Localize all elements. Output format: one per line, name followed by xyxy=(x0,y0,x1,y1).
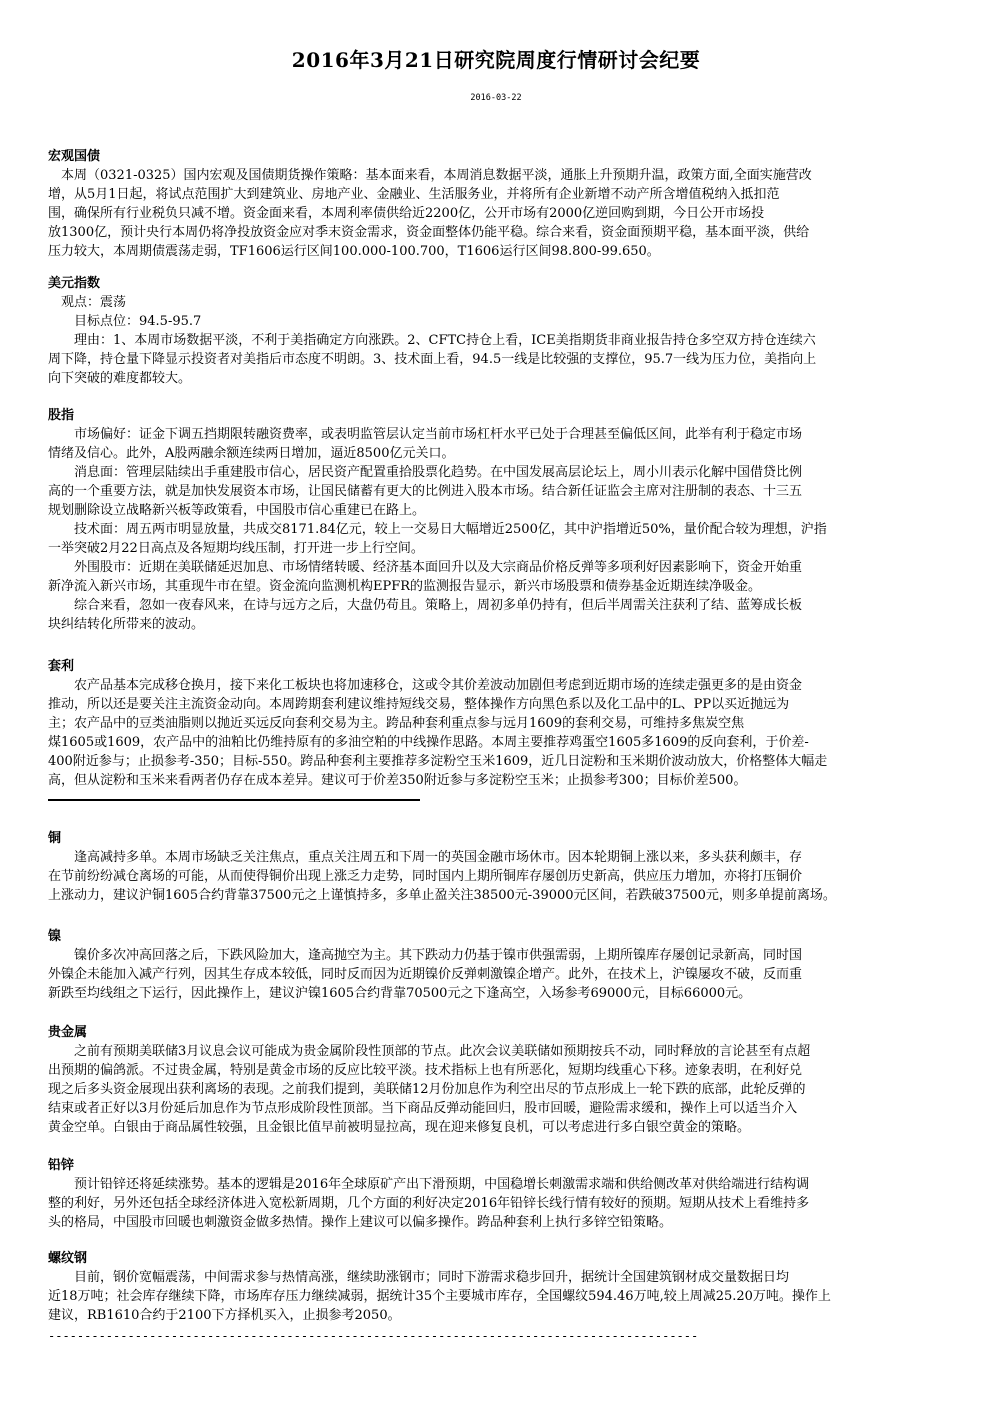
paragraph-line: 目标点位：94.5-95.7 xyxy=(48,314,202,329)
paragraph-line: 在节前纷纷减仓离场的可能，从而使得铜价出现上涨乏力走势，同时国内上期所铜库存屡创历史新高，供应压力增加，亦将打压铜价 xyxy=(48,869,803,884)
section-lead-zinc xyxy=(48,1157,946,1232)
document-date: 2016-03-22 xyxy=(470,93,522,103)
paragraph-line: 一举突破2月22日高点及各短期均线压制，打开进一步上行空间。 xyxy=(48,541,424,556)
paragraph-line: 预计铅锌还将延续涨势。基本的逻辑是2016年全球原矿产出下滑预期，中国稳增长刺激需求端和供给侧改革对供给端进行结构调 xyxy=(48,1177,810,1192)
section-heading: 螺纹钢 xyxy=(48,1251,88,1266)
paragraph-line: 推动，所以还是要关注主流资金动向。本周跨期套利建议维持短线交易，整体操作方向黑色系以及化工品中的L、PP以买近抛远为 xyxy=(48,697,790,712)
paragraph-line: 压力较大，本周期债震荡走弱，TF1606运行区间100.000-100.700，T1606运行区间98.800-99.650。 xyxy=(48,244,660,259)
paragraph-line: 主；农产品中的豆类油脂则以抛近买远反向套利交易为主。跨品种套利重点参与远月1609的套利交易，可维持多焦炭空焦 xyxy=(48,716,745,731)
paragraph-line: 目前，钢价宽幅震荡，中间需求参与热情高涨，继续助涨钢市；同时下游需求稳步回升，据统计全国建筑钢材成交量数据日均 xyxy=(48,1270,790,1285)
section-heading: 贵金属 xyxy=(48,1025,88,1040)
section-arbitrage xyxy=(48,658,946,790)
section-rebar xyxy=(48,1250,946,1325)
paragraph-line: 逢高减持多单。本周市场缺乏关注焦点，重点关注周五和下周一的英国金融市场休市。因本轮期铜上涨以来，多头获利颇丰，存 xyxy=(48,850,803,865)
paragraph-line: 之前有预期美联储3月议息会议可能成为贵金属阶段性顶部的节点。此次会议美联储如预期按兵不动，同时释放的言论甚至有点超 xyxy=(48,1044,811,1059)
section-macro-bonds xyxy=(48,148,946,261)
paragraph-line: 情绪及信心。此外，A股两融余额连续两日增加，逼近8500亿元关口。 xyxy=(48,446,455,461)
paragraph-line: 煤1605或1609，农产品中的油粕比仍维持原有的多油空粕的中线操作思路。本周主要推荐鸡蛋空1605多1609的反向套利，于价差- xyxy=(48,735,809,750)
paragraph-line: 现之后多头资金展现出获利离场的表现。之前我们提到，美联储12月份加息作为利空出尽的节点形成上一轮下跌的底部，此轮反弹的 xyxy=(48,1082,806,1097)
paragraph-line: 增，从5月1日起，将试点范围扩大到建筑业、房地产业、金融业、生活服务业，并将所有企业新增不动产所含增值税纳入抵扣范 xyxy=(48,187,780,202)
paragraph-line: 块纠结转化所带来的波动。 xyxy=(48,617,205,632)
paragraph-line: 理由：1、本周市场数据平淡，不利于美指确定方向涨跌。2、CFTC持仓上看，ICE美指期货非商业报告持仓多空双方持仓连续六 xyxy=(48,333,816,348)
section-stock-index xyxy=(48,407,946,634)
paragraph-line: 规划删除设立战略新兴板等政策看，中国股市信心重建已在路上。 xyxy=(48,503,426,518)
section-heading: 铅锌 xyxy=(48,1158,75,1173)
paragraph-line: 高的一个重要方法，就是加快发展资本市场，让国民储蓄有更大的比例进入股本市场。结合新任证监会主席对注册制的表态、十三五 xyxy=(48,484,803,499)
paragraph-line: 本周（0321-0325）国内宏观及国债期货操作策略：基本面来看，本周消息数据平淡，通胀上升预期升温，政策方面,全面实施营改 xyxy=(48,168,812,183)
paragraph-line: 上涨动力，建议沪铜1605合约背靠37500元之上谨慎持多，多单止盈关注38500元-39000元区间，若跌破37500元，则多单提前离场。 xyxy=(48,888,836,903)
section-heading: 美元指数 xyxy=(48,276,101,291)
section-dollar-index xyxy=(48,275,946,388)
section-heading: 宏观国债 xyxy=(48,149,101,164)
paragraph-line: 向下突破的难度都较大。 xyxy=(48,371,192,386)
paragraph-line: 近18万吨；社会库存继续下降，市场库存压力继续减弱，据统计35个主要城市库存，全国螺纹594.46万吨,较上周减25.20万吨。操作上 xyxy=(48,1289,831,1304)
paragraph-line: 放1300亿，预计央行本周仍将净投放资金应对季末资金需求，资金面整体仍能平稳。综合来看，资金面预期平稳，基本面平淡，供给 xyxy=(48,225,810,240)
end-dashed-rule: ------------------------------------------------------------------------------------------ xyxy=(48,1329,699,1343)
paragraph-line: 新跌至均线组之下运行，因此操作上，建议沪镍1605合约背靠70500元之下逢高空，入场参考69000元，目标66000元。 xyxy=(48,986,752,1001)
paragraph-line: 周下降，持仓量下降显示投资者对美指后市态度不明朗。3、技术面上看，94.5一线是比较强的支撑位，95.7一线为压力位，美指向上 xyxy=(48,352,817,367)
paragraph-line: 外围股市：近期在美联储延迟加息、市场情绪转暖、经济基本面回升以及大宗商品价格反弹等多项利好因素影响下，资金开始重 xyxy=(48,560,803,575)
paragraph-line: 结束或者正好以3月份延后加息作为节点形成阶段性顶部。当下商品反弹动能回归，股市回暖，避险需求缓和，操作上可以适当介入 xyxy=(48,1101,798,1116)
section-heading: 套利 xyxy=(48,659,75,674)
paragraph-line: 围，确保所有行业税负只减不增。资金面来看，本周利率债供给近2200亿，公开市场有2000亿逆回购到期，今日公开市场投 xyxy=(48,206,765,221)
paragraph-line: 高，但从淀粉和玉米来看两者仍存在成本差异。建议可于价差350附近参与多淀粉空玉米；止损参考300；目标价差500。 xyxy=(48,773,747,788)
section-heading: 铜 xyxy=(48,831,62,846)
section-heading: 镍 xyxy=(48,929,62,944)
paragraph-line: 黄金空单。白银由于商品属性较强，且金银比值早前被明显拉高，现在迎来修复良机，可以考虑进行多白银空黄金的策略。 xyxy=(48,1120,751,1135)
paragraph-line: 头的格局，中国股市回暖也刺激资金做多热情。操作上建议可以偏多操作。跨品种套利上执行多锌空铅策略。 xyxy=(48,1215,673,1230)
section-copper xyxy=(48,830,946,905)
paragraph-line: 技术面：周五两市明显放量，共成交8171.84亿元，较上一交易日大幅增近2500亿，其中沪指增近50%，量价配合较为理想，沪指 xyxy=(48,522,827,537)
paragraph-line: 农产品基本完成移仓换月，接下来化工板块也将加速移仓，这或令其价差波动加剧但考虑到近期市场的连续走强更多的是由资金 xyxy=(48,678,803,693)
paragraph-line: 整的利好，另外还包括全球经济体进入宽松新周期，几个方面的利好决定2016年铅锌长线行情有较好的预期。短期从技术上看维持多 xyxy=(48,1196,810,1211)
paragraph-line: 出预期的偏鸽派。不过贵金属，特别是黄金市场的反应比较平淡。技术指标上也有所恶化，短期均线重心下移。迹象表明，在利好兑 xyxy=(48,1063,803,1078)
section-precious-metals xyxy=(48,1024,946,1137)
document-title: 2016年3月21日研究院周度行情研讨会纪要 xyxy=(291,48,701,72)
paragraph-line: 建议，RB1610合约于2100下方择机买入，止损参考2050。 xyxy=(48,1308,401,1323)
paragraph-line: 消息面：管理层陆续出手重建股市信心，居民资产配置重拾股票化趋势。在中国发展高层论坛上，周小川表示化解中国借贷比例 xyxy=(48,465,803,480)
paragraph-line: 市场偏好：证金下调五挡期限转融资费率，或表明监管层认定当前市场杠杆水平已处于合理甚至偏低区间，此举有利于稳定市场 xyxy=(48,427,803,442)
section-heading: 股指 xyxy=(48,408,75,423)
paragraph-line: 外镍企未能加入减产行列，因其生存成本较低，同时反而因为近期镍价反弹刺激镍企增产。此外，在技术上，沪镍屡攻不破，反而重 xyxy=(48,967,803,982)
section-divider xyxy=(48,799,420,801)
paragraph-line: 观点：震荡 xyxy=(48,295,127,310)
paragraph-line: 新净流入新兴市场，其重现牛市在望。资金流向监测机构EPFR的监测报告显示，新兴市场股票和债券基金近期连续净吸金。 xyxy=(48,579,762,594)
paragraph-line: 综合来看，忽如一夜春风来，在诗与远方之后，大盘仍苟且。策略上，周初多单仍持有，但后半周需关注获利了结、蓝筹成长板 xyxy=(48,598,803,613)
paragraph-line: 镍价多次冲高回落之后，下跌风险加大，逢高抛空为主。其下跌动力仍基于镍市供强需弱，上期所镍库存屡创记录新高，同时国 xyxy=(48,948,803,963)
section-nickel xyxy=(48,928,946,1003)
paragraph-line: 400附近参与；止损参考-350；目标-550。跨品种套利主要推荐多淀粉空玉米1609，近几日淀粉和玉米期价波动放大，价格整体大幅走 xyxy=(48,754,828,769)
